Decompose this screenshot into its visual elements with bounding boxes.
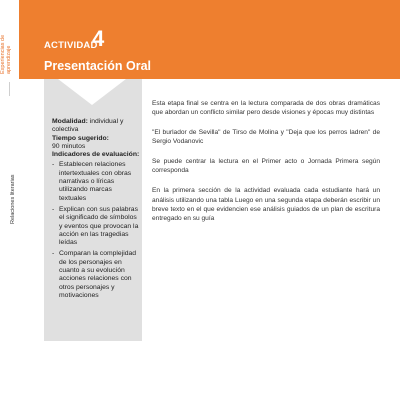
activity-label: ACTIVIDAD xyxy=(44,40,98,51)
indicators-label: Indicadores de evaluación: xyxy=(52,151,140,159)
indicator-item: - Explican con sus palabras el significado de símbolos y eventos que provocan la acción en las tragedias leídas xyxy=(52,206,140,247)
time-value: 90 minutos xyxy=(52,142,86,150)
indicators-list xyxy=(52,161,140,300)
panel-arrow-decoration xyxy=(58,79,126,105)
paragraph: Se puede centrar la lectura en el Primer acto o Jornada Primera según corresponda xyxy=(152,158,380,175)
side-strip xyxy=(0,0,19,400)
main-text xyxy=(152,99,380,234)
modality-line xyxy=(52,118,140,135)
modality-value: individual y colectiva xyxy=(52,118,124,134)
activity-number: 4 xyxy=(92,26,105,51)
side-divider xyxy=(9,82,10,96)
unit-label: Relaciones literarias xyxy=(10,174,16,224)
paragraph: "El burlador de Sevilla" de Tirso de Molina y "Deja que los perros ladren" de Sergio Vodanovic xyxy=(152,129,380,146)
paragraph: En la primera sección de la actividad evaluada cada estudiante hará un análisis utilizando una tabla Luego en una segunda etapa deberán escribir un breve texto en el que evidencien ese análisis guiados de un plan de escritura entregado en su guía xyxy=(152,187,380,223)
indicator-item: - Establecen relaciones intertextuales con obras narrativas o líricas utilizando marcas textuales xyxy=(52,161,140,202)
modality-label: Modalidad: xyxy=(52,118,88,125)
experience-label: Experiencias de aprendizaje xyxy=(0,34,12,74)
time-label: Tiempo sugerido: xyxy=(52,134,109,142)
page-title: Presentación Oral xyxy=(44,59,151,73)
paragraph: Esta etapa final se centra en la lectura comparada de dos obras dramáticas que abordan un conflicto similar pero desde visiones y épocas muy distintas xyxy=(152,100,380,117)
info-panel-content xyxy=(52,118,140,303)
indicator-item: - Comparan la complejidad de los personajes en cuanto a su evolución acciones relaciones con otros personajes y motivaciones xyxy=(52,250,140,300)
